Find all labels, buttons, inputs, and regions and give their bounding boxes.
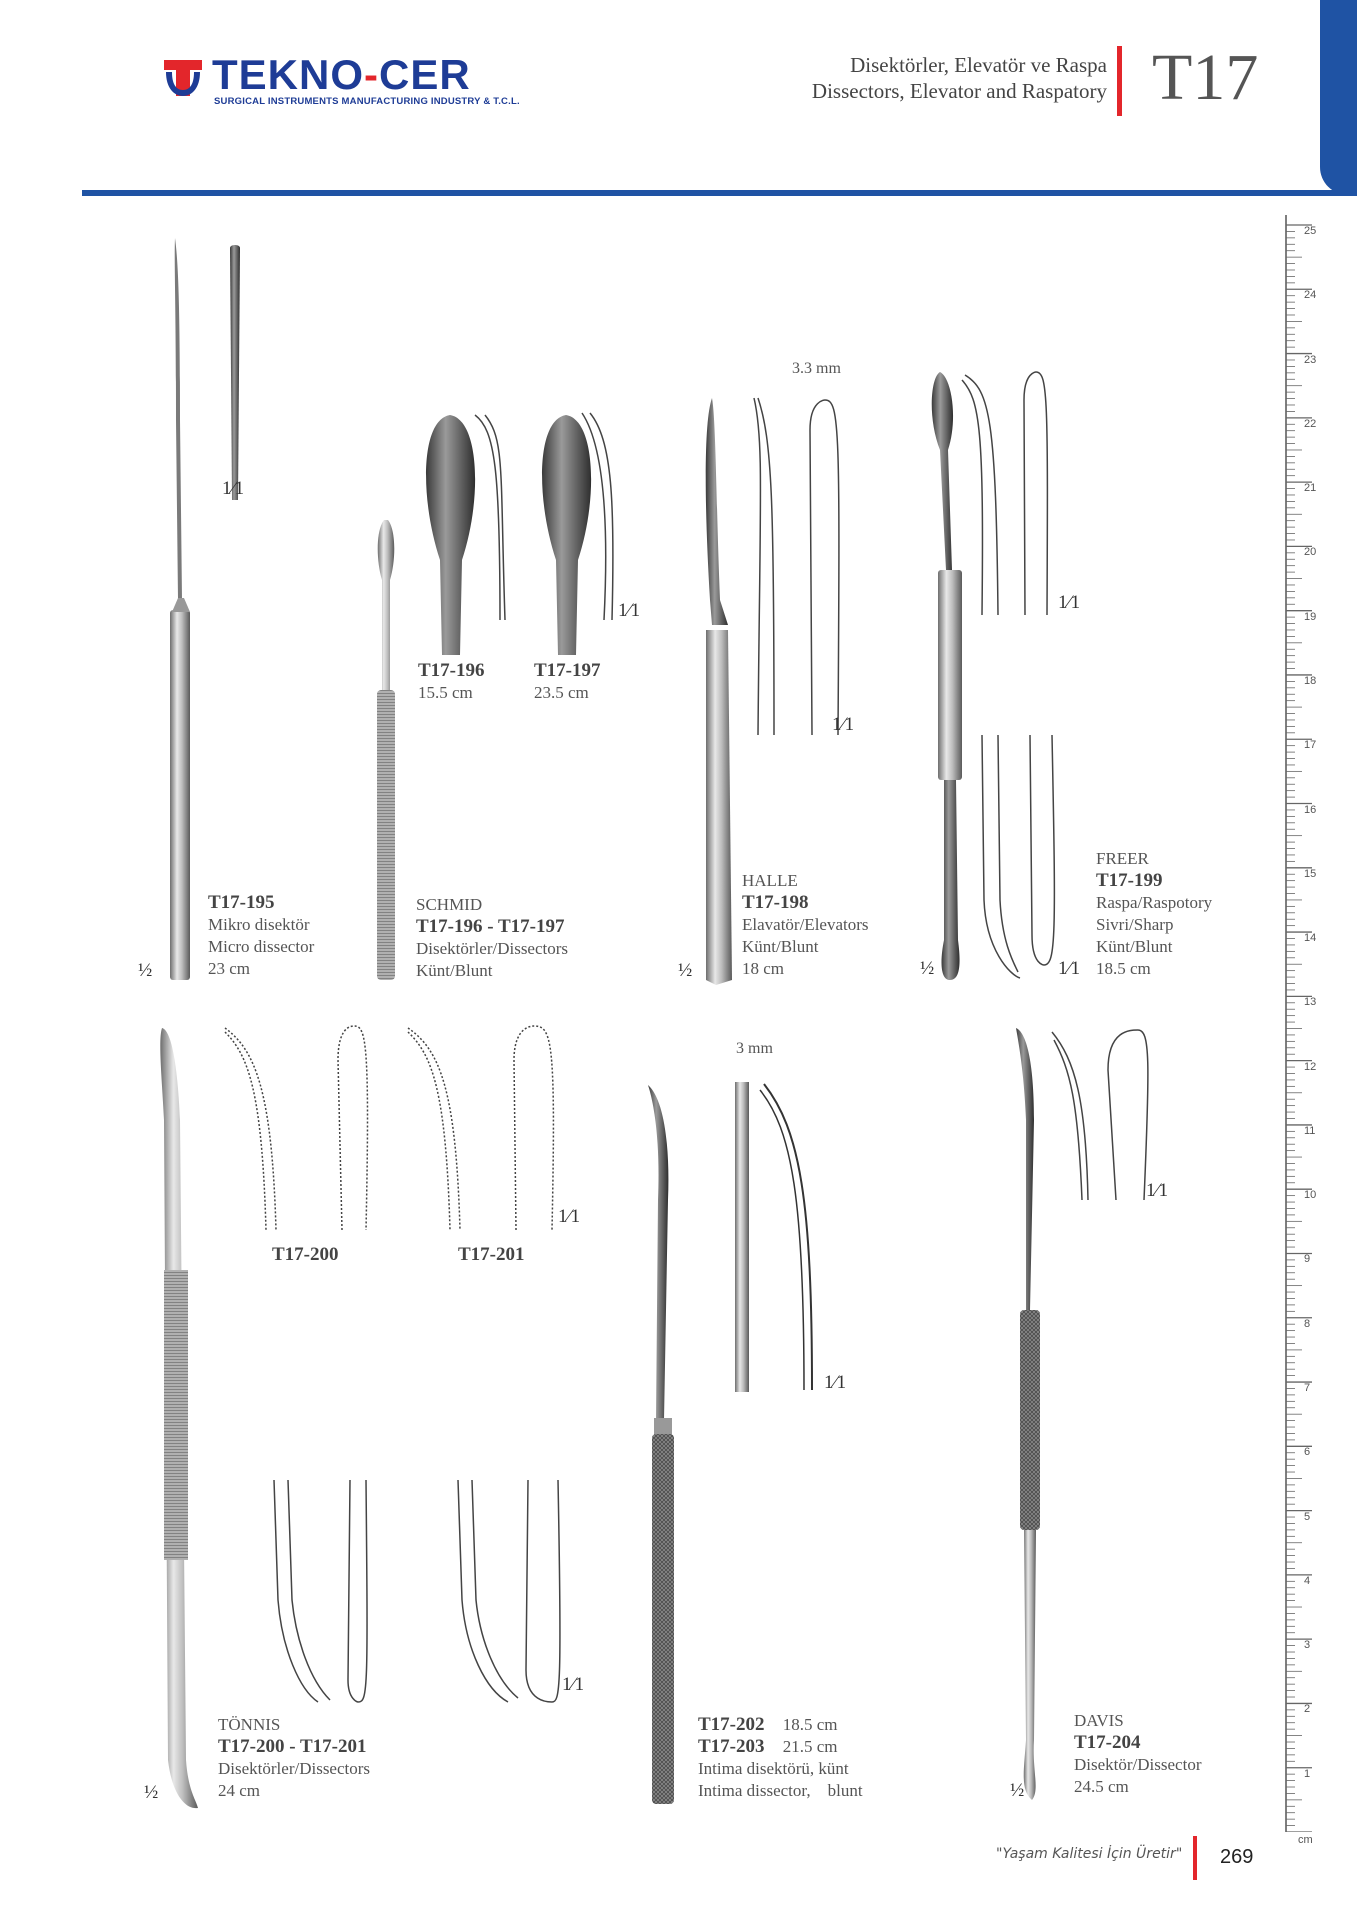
label-t17-196 <box>418 660 485 704</box>
label-t17-195 <box>208 892 314 980</box>
scale-freer-main: ½ <box>920 958 935 979</box>
ruler-number: 19 <box>1304 610 1317 623</box>
ruler-number: 16 <box>1304 803 1317 816</box>
page-number: 269 <box>1220 1846 1254 1868</box>
length-freer: 18.5 cm <box>1096 959 1151 978</box>
label-intima <box>698 1714 863 1802</box>
scale-t17-195-detail: 1⁄1 <box>222 478 245 499</box>
type-tonnis: Disektörler/Dissectors <box>218 1759 371 1778</box>
tip-halle: Künt/Blunt <box>742 937 819 956</box>
ruler-number: 9 <box>1304 1253 1311 1266</box>
ruler-number: 12 <box>1304 1060 1317 1073</box>
row-t17-202 <box>698 1714 863 1736</box>
label-davis <box>1074 1710 1201 1798</box>
ruler-number: 13 <box>1304 996 1317 1009</box>
ruler-number: 15 <box>1304 867 1317 880</box>
code-t17-197: T17-197 <box>534 660 601 681</box>
brand-freer: FREER <box>1096 849 1149 868</box>
brand-davis: DAVIS <box>1074 1711 1124 1730</box>
length-t17-195: 23 cm <box>208 959 251 978</box>
scale-t17-195-main: ½ <box>138 960 153 981</box>
scale-davis-main: ½ <box>1010 1780 1025 1801</box>
length-halle: 18 cm <box>742 959 785 978</box>
section-title-tr: Disektörler, Elevatör ve Raspa <box>850 53 1107 77</box>
brand-halle: HALLE <box>742 871 798 890</box>
width-halle: 3.3 mm <box>792 360 841 377</box>
ruler-number: 25 <box>1304 225 1317 237</box>
length-tonnis: 24 cm <box>218 1781 261 1800</box>
label-schmid <box>416 894 568 982</box>
scale-halle-main: ½ <box>678 960 693 981</box>
ruler-number: 1 <box>1304 1767 1311 1780</box>
scale-davis-detail: 1⁄1 <box>1146 1180 1169 1201</box>
ruler-number: 18 <box>1304 674 1317 687</box>
code-t17-203: T17-203 <box>698 1736 765 1757</box>
instrument-freer <box>932 372 1055 980</box>
brand-schmid: SCHMID <box>416 895 483 914</box>
footer-slogan: "Yaşam Kalitesi İçin Üretir" <box>996 1846 1183 1862</box>
ruler-number: 2 <box>1304 1703 1311 1716</box>
section-title-en: Dissectors, Elevator and Raspatory <box>811 79 1107 103</box>
ruler-number: 3 <box>1304 1639 1311 1652</box>
brand-name: TEKNO-CER <box>212 51 471 98</box>
scale-tonnis-detail-top: 1⁄1 <box>558 1206 581 1227</box>
code-t17-196: T17-196 <box>418 660 485 681</box>
ruler-number: 5 <box>1304 1510 1311 1523</box>
type-schmid: Disektörler/Dissectors <box>416 939 569 958</box>
code-davis: T17-204 <box>1074 1732 1141 1753</box>
ruler-number: 4 <box>1304 1574 1311 1587</box>
name-tr-t17-195: Mikro disektör <box>208 915 310 934</box>
scale-tonnis-main: ½ <box>144 1782 159 1803</box>
code-t17-202: T17-202 <box>698 1714 765 1735</box>
tip-b-freer: Künt/Blunt <box>1096 937 1173 956</box>
scale-freer-detail-bottom: 1⁄1 <box>1058 958 1081 979</box>
brand-subtitle: SURGICAL INSTRUMENTS MANUFACTURING INDUSTRY & T.C.L. <box>214 96 520 107</box>
ruler-number: 7 <box>1304 1382 1311 1395</box>
section-code: T17 <box>1152 41 1259 114</box>
ruler-number: 20 <box>1304 546 1317 559</box>
footer-divider <box>1193 1836 1197 1880</box>
brand-tonnis: TÖNNIS <box>218 1715 281 1734</box>
row-t17-203 <box>698 1736 863 1758</box>
length-t17-202: 18.5 cm <box>782 1715 838 1734</box>
code-schmid: T17-196 - T17-197 <box>416 916 565 937</box>
ruler-number: 22 <box>1304 417 1317 430</box>
scale-intima-detail: 1⁄1 <box>824 1372 847 1393</box>
ruler-number: 6 <box>1304 1446 1311 1459</box>
ruler-number: 14 <box>1304 932 1317 945</box>
label-halle <box>742 870 869 980</box>
ruler-number: 24 <box>1304 289 1317 302</box>
length-t17-197: 23.5 cm <box>534 683 589 702</box>
label-freer <box>1096 848 1212 980</box>
name-tr-intima: Intima disektörü, künt <box>698 1759 849 1778</box>
label-tonnis <box>218 1714 370 1802</box>
tip-schmid: Künt/Blunt <box>416 961 493 980</box>
type-davis: Disektör/Dissector <box>1074 1755 1202 1774</box>
scale-halle-detail: 1⁄1 <box>832 714 855 735</box>
instrument-tonnis <box>160 1026 560 1808</box>
code-t17-195: T17-195 <box>208 892 275 913</box>
scale-tonnis-detail-bottom: 1⁄1 <box>562 1674 585 1695</box>
code-tonnis: T17-200 - T17-201 <box>218 1736 367 1757</box>
name-en-intima: Intima dissector, blunt <box>698 1781 863 1800</box>
ruler-number: 23 <box>1304 353 1317 366</box>
ruler-number: 11 <box>1304 1124 1316 1137</box>
code-halle: T17-198 <box>742 892 809 913</box>
ruler-unit: cm <box>1298 1834 1313 1846</box>
label-t17-197 <box>534 660 601 704</box>
instrument-intima <box>648 1082 812 1804</box>
instrument-davis <box>1016 1028 1148 1800</box>
scale-schmid-detail: 1⁄1 <box>618 600 641 621</box>
length-davis: 24.5 cm <box>1074 1777 1129 1796</box>
code-freer: T17-199 <box>1096 870 1163 891</box>
width-intima: 3 mm <box>736 1040 773 1057</box>
tip-a-freer: Sivri/Sharp <box>1096 915 1174 934</box>
instrument-t17-195 <box>170 238 240 980</box>
type-halle: Elavatör/Elevators <box>742 915 869 934</box>
ruler-number: 10 <box>1304 1189 1317 1202</box>
code-t17-201: T17-201 <box>458 1244 525 1265</box>
ruler-number: 17 <box>1304 739 1317 752</box>
length-t17-203: 21.5 cm <box>782 1737 838 1756</box>
type-freer: Raspa/Raspotory <box>1096 893 1213 912</box>
length-t17-196: 15.5 cm <box>418 683 473 702</box>
code-t17-200: T17-200 <box>272 1244 339 1265</box>
ruler-number: 21 <box>1304 482 1317 495</box>
name-en-t17-195: Micro dissector <box>208 937 315 956</box>
ruler-number: 8 <box>1304 1317 1311 1330</box>
scale-freer-detail-top: 1⁄1 <box>1058 592 1081 613</box>
